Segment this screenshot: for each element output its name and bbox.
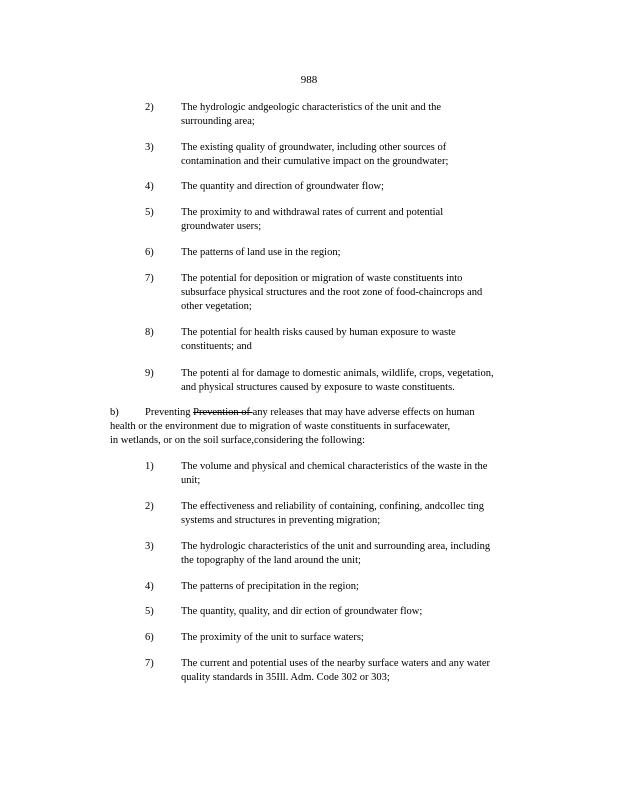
item-number: 3) <box>145 541 154 552</box>
struck-text: Prevention of <box>193 407 253 418</box>
section-b-text: Preventing <box>145 407 194 418</box>
item-number: 6) <box>145 632 154 643</box>
item-text: The patterns of precipitation in the region; <box>181 581 359 592</box>
item-text: The proximity to and withdrawal rates of current and potential groundwater users; <box>181 207 444 232</box>
list-item <box>145 500 535 530</box>
section-b-line <box>145 406 530 420</box>
list-item <box>145 180 535 196</box>
item-text: The effectiveness and reliability of containing, confining, andcollec ting systems and structures in preventing migration; <box>181 501 485 526</box>
item-number: 9) <box>145 368 154 379</box>
section-b-line: health or the environment due to migration of waste constituents in surfacewater, <box>110 421 451 432</box>
item-text: The potential for deposition or migration of waste constituents into subsurface physical structures and the root zone of food-chaincrops and other vegetation; <box>181 273 483 312</box>
section-b <box>110 406 540 450</box>
item-text: The potential for health risks caused by human exposure to waste constituents; and <box>181 327 456 352</box>
section-b-text: any releases that may have adverse effects on human <box>252 407 475 418</box>
item-number: 7) <box>145 273 154 284</box>
list-item <box>145 367 535 397</box>
item-number: 2) <box>145 501 154 512</box>
list-item <box>145 540 535 570</box>
item-text: The quantity and direction of groundwater flow; <box>181 181 384 192</box>
section-label: b) <box>110 407 119 418</box>
list-item <box>145 631 535 647</box>
item-number: 5) <box>145 606 154 617</box>
item-number: 6) <box>145 247 154 258</box>
list-item <box>145 460 535 490</box>
item-number: 2) <box>145 102 154 113</box>
list-item <box>145 206 535 236</box>
list-item <box>145 605 535 621</box>
list-item <box>145 101 535 131</box>
item-text: The volume and physical and chemical characteristics of the waste in the unit; <box>181 461 488 486</box>
page-number: 988 <box>300 74 318 86</box>
item-text: The hydrologic andgeologic characteristics of the unit and the surrounding area; <box>181 102 442 127</box>
item-text: The current and potential uses of the nearby surface waters and any water quality standards in 35Ill. Adm. Code 302 or 303; <box>181 658 491 683</box>
item-number: 4) <box>145 581 154 592</box>
item-text: The potenti al for damage to domestic animals, wildlife, crops, vegetation, and physical structures caused by exposure to waste constituents. <box>181 368 494 393</box>
section-b-line: in wetlands, or on the soil surface,considering the following: <box>110 435 365 446</box>
list-item <box>145 272 535 316</box>
item-number: 3) <box>145 142 154 153</box>
item-number: 4) <box>145 181 154 192</box>
list-item <box>145 580 535 596</box>
list-item <box>145 141 535 171</box>
item-text: The quantity, quality, and dir ection of groundwater flow; <box>181 606 423 617</box>
item-text: The hydrologic characteristics of the unit and surrounding area, including the topography of the land around the unit; <box>181 541 491 566</box>
item-text: The existing quality of groundwater, including other sources of contamination and their cumulative impact on the groundwater; <box>181 142 449 167</box>
item-number: 7) <box>145 658 154 669</box>
list-item <box>145 657 535 687</box>
item-number: 8) <box>145 327 154 338</box>
item-number: 5) <box>145 207 154 218</box>
item-text: The patterns of land use in the region; <box>181 247 341 258</box>
list-item <box>145 246 535 262</box>
list-item <box>145 326 535 356</box>
item-number: 1) <box>145 461 154 472</box>
item-text: The proximity of the unit to surface waters; <box>181 632 364 643</box>
